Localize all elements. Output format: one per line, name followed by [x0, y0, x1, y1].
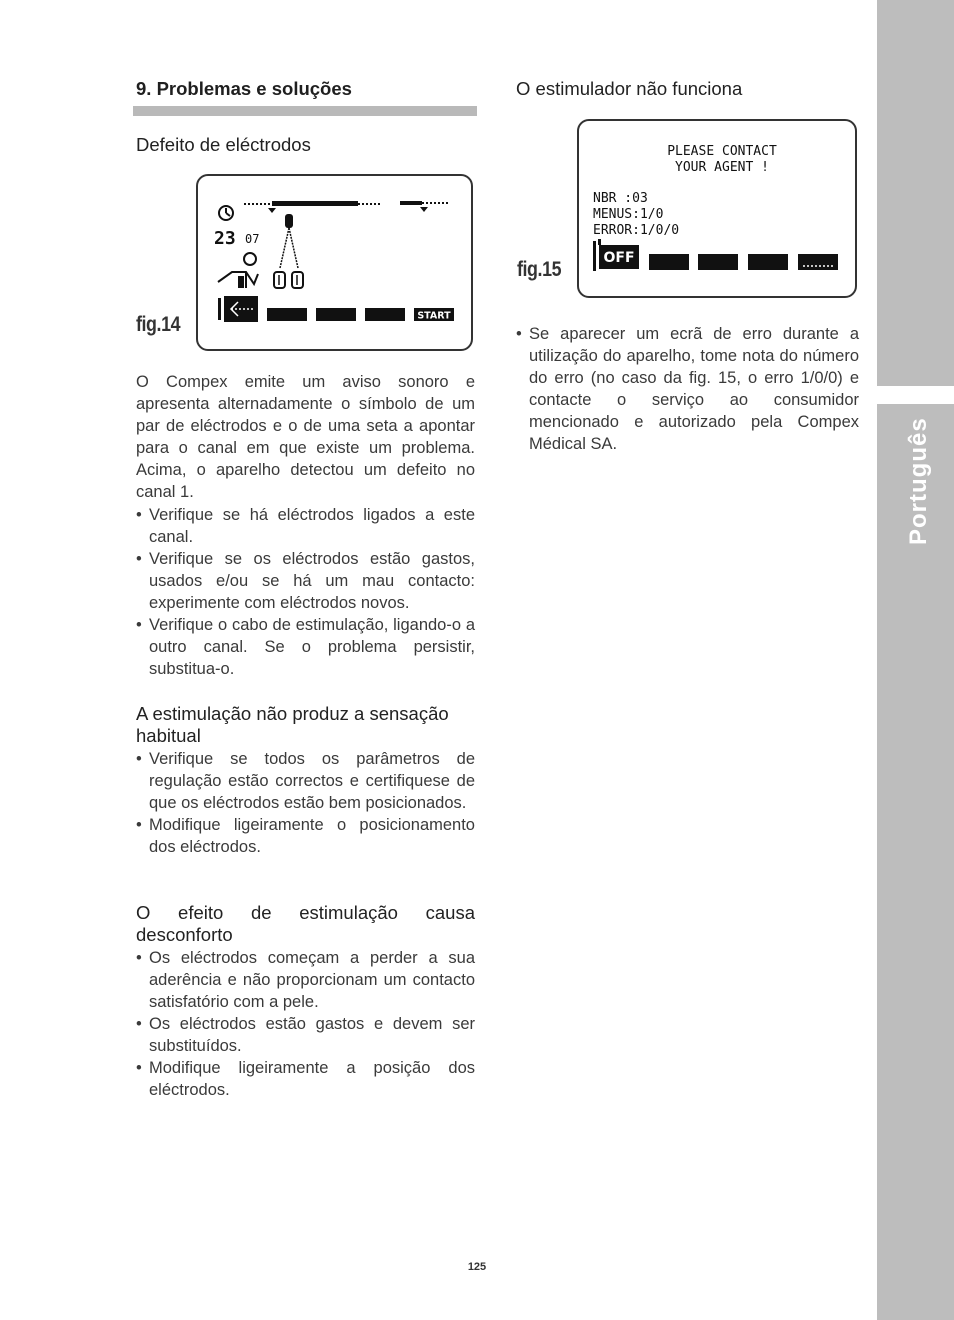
fig15-lcd-screen — [577, 119, 857, 298]
fig15-line3: NBR :03 — [593, 191, 648, 206]
list-item: • Modifique ligeiramente o posicionamento dos eléctrodos. — [136, 816, 475, 856]
fig14-label: fig.14 — [136, 313, 181, 336]
fig14-start-label: START — [417, 310, 451, 322]
page-number: 125 — [467, 1261, 487, 1273]
fig15-label: fig.15 — [517, 258, 562, 281]
subtitle-sensation: A estimulação não produz a sensação habitual — [136, 703, 449, 746]
list-item: • Se aparecer um ecrã de erro durante a utilização do aparelho, tome nota do número do erro (no caso da fig. 15, o erro 1/0/0) e contacte o serviço ao consumidor mencionado e autorizado pela Compex Médical SA. — [516, 325, 859, 453]
list-item: • Verifique o cabo de estimulação, ligando-o a outro canal. Se o problema persistir, substitua-o. — [136, 616, 475, 678]
language-label: Português — [905, 417, 932, 545]
intro-paragraph: O Compex emite um aviso sonoro e apresenta alternadamente o símbolo de um par de eléctrodos e o de uma seta a apontar para o canal em que existe um problema. Acima, o aparelho detectou um defeito no canal 1. — [136, 373, 475, 501]
fig15-off-label: OFF — [603, 250, 635, 266]
back-arrow-icon — [224, 296, 258, 322]
list-item: • Verifique se os eléctrodos estão gastos, usados e/ou se há um mau contacto: experimente com eléctrodos novos. — [136, 550, 475, 612]
list-item: • Os eléctrodos estão gastos e devem ser substituídos. — [136, 1015, 475, 1055]
not-working-bullet-list — [516, 323, 859, 455]
list-item: • Verifique se todos os parâmetros de regulação estão correctos e certifiquese de que os eléctrodos estão bem posicionados. — [136, 750, 475, 812]
fig14-time: 23 — [214, 228, 236, 249]
fig15-line2: YOUR AGENT ! — [675, 160, 769, 175]
sensation-bullet-list — [136, 748, 475, 858]
list-item: • Verifique se há eléctrodos ligados a este canal. — [136, 506, 475, 546]
subtitle-discomfort: O efeito de estimulação causa desconforto — [136, 902, 475, 945]
fig14-screen-graphic — [198, 176, 471, 349]
electrode-pair-icon — [274, 272, 303, 288]
tab-divider — [877, 386, 954, 404]
subtitle-not-working: O estimulador não funciona — [516, 78, 743, 99]
fig14-minutes: 07 — [245, 232, 260, 246]
fig15-line4: MENUS:1/0 — [593, 207, 664, 222]
subtitle-electrodes: Defeito de eléctrodos — [136, 134, 311, 155]
discomfort-bullet-list — [136, 947, 475, 1101]
fig15-line5: ERROR:1/0/0 — [593, 223, 680, 238]
fig15-line1: PLEASE CONTACT — [667, 144, 777, 159]
user-figure-icon — [218, 253, 258, 288]
section-rule — [133, 106, 477, 116]
list-item: • Modifique ligeiramente a posição dos eléctrodos. — [136, 1059, 475, 1099]
section-title: 9. Problemas e soluções — [136, 78, 352, 99]
clock-icon — [219, 206, 233, 220]
language-tab — [877, 0, 954, 1320]
list-item: • Os eléctrodos começam a perder a sua aderência e não proporcionam um contacto satisfatório com a pele. — [136, 949, 475, 1011]
electrodes-bullet-list — [136, 504, 475, 680]
fig15-screen-graphic — [579, 121, 855, 296]
fig14-lcd-screen — [196, 174, 473, 351]
